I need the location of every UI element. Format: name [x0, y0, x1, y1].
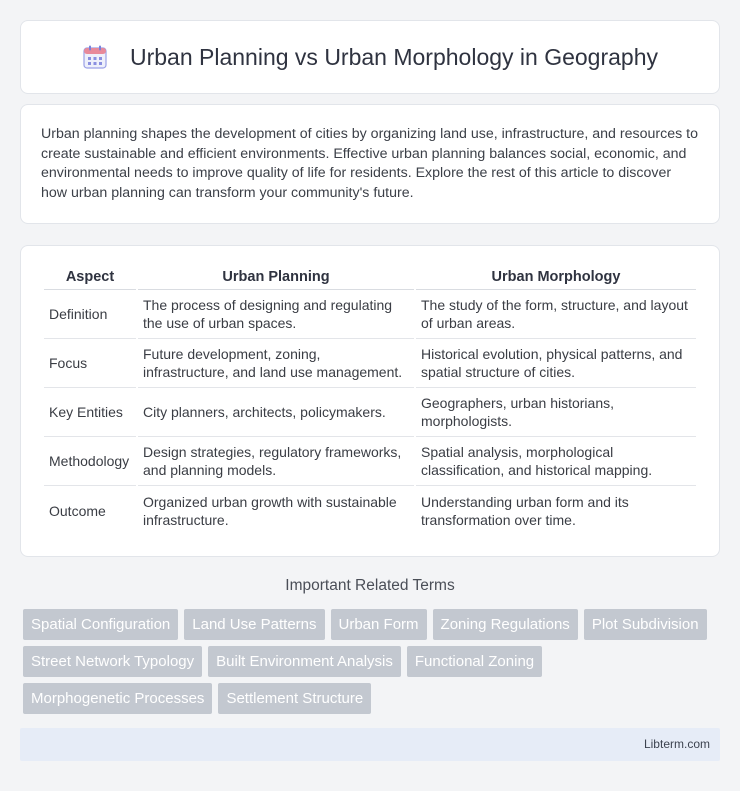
row-aspect: Focus	[44, 339, 136, 388]
table-row	[44, 486, 696, 535]
header-urban-morphology: Urban Morphology	[416, 266, 696, 290]
title-card	[20, 20, 720, 94]
row-aspect: Key Entities	[44, 388, 136, 437]
header-aspect: Aspect	[44, 266, 136, 290]
row-urban-planning: Organized urban growth with sustainable infrastructure.	[143, 493, 397, 528]
table-row	[44, 290, 696, 339]
term-tag[interactable]: Functional Zoning	[407, 646, 542, 677]
row-urban-morphology: The study of the form, structure, and layout of urban areas.	[416, 290, 696, 339]
footer	[20, 728, 720, 761]
table-row	[44, 437, 696, 486]
header-urban-planning: Urban Planning	[138, 266, 414, 290]
comparison-table-card	[20, 245, 720, 557]
table-row	[44, 388, 696, 437]
term-tag[interactable]: Built Environment Analysis	[208, 646, 401, 677]
table-header-row	[44, 266, 696, 290]
row-urban-morphology: Geographers, urban historians, morphologists.	[416, 388, 696, 437]
related-terms-title: Important Related Terms	[285, 577, 455, 594]
row-aspect: Definition	[44, 290, 136, 339]
term-tag[interactable]: Morphogenetic Processes	[23, 683, 212, 714]
term-tag[interactable]: Plot Subdivision	[584, 609, 707, 640]
related-terms-list	[23, 609, 723, 720]
row-aspect: Outcome	[49, 502, 106, 519]
row-urban-planning: Design strategies, regulatory frameworks, and planning models.	[138, 437, 414, 486]
page-title: Urban Planning vs Urban Morphology in Geography	[129, 43, 659, 70]
term-tag[interactable]: Zoning Regulations	[433, 609, 578, 640]
footer-brand-link[interactable]: Libterm.com	[643, 737, 710, 751]
table-row	[44, 339, 696, 388]
term-tag[interactable]: Settlement Structure	[218, 683, 371, 714]
term-tag[interactable]: Street Network Typology	[23, 646, 202, 677]
term-tag[interactable]: Spatial Configuration	[23, 609, 178, 640]
term-tag[interactable]: Urban Form	[331, 609, 427, 640]
row-aspect: Methodology	[44, 437, 136, 486]
calendar-icon	[82, 44, 108, 70]
intro-paragraph: Urban planning shapes the development of cities by organizing land use, infrastructure, and resources to create sustainable and efficient environments. Effective urban planning balances social, economic, and environmental needs to improve quality of life for residents. Explore the rest of this article to discover how urban planning can transform your community's future.	[41, 126, 698, 201]
row-urban-morphology: Understanding urban form and its transformation over time.	[421, 493, 629, 528]
term-tag[interactable]: Land Use Patterns	[184, 609, 324, 640]
comparison-table	[42, 266, 698, 535]
row-urban-morphology: Historical evolution, physical patterns, and spatial structure of cities.	[416, 339, 696, 388]
intro-card	[20, 104, 720, 224]
row-urban-planning: City planners, architects, policymakers.	[138, 388, 414, 437]
row-urban-morphology: Spatial analysis, morphological classification, and historical mapping.	[416, 437, 696, 486]
row-urban-planning: Future development, zoning, infrastructure, and land use management.	[138, 339, 414, 388]
row-urban-planning: The process of designing and regulating the use of urban spaces.	[138, 290, 414, 339]
